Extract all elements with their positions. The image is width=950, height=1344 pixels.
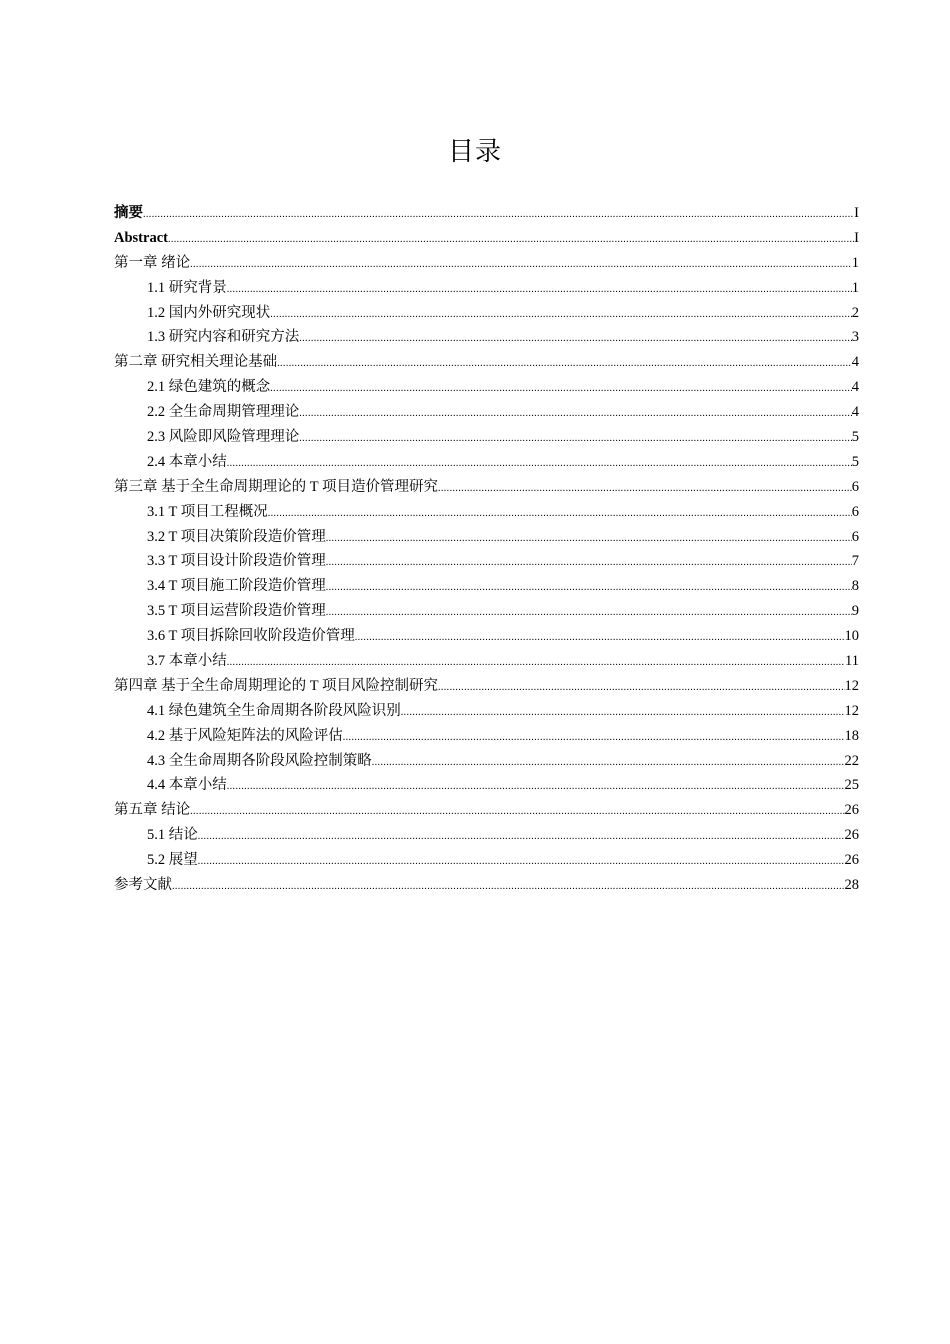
dot-leader xyxy=(372,751,845,774)
toc-entry[interactable] xyxy=(114,798,859,823)
toc-entry-page-number: 12 xyxy=(844,702,859,719)
dot-leader xyxy=(438,676,845,699)
toc-entry-label: 2.2 全生命周期管理理论 xyxy=(147,404,300,421)
toc-entry-label: 摘要 xyxy=(114,205,143,221)
dot-leader xyxy=(172,875,845,898)
toc-entry[interactable] xyxy=(114,773,859,798)
toc-entry-page-number: 10 xyxy=(844,628,859,645)
toc-entry-page-number: 12 xyxy=(844,677,859,694)
dot-leader xyxy=(438,477,852,500)
toc-entry-label: 3.5 T 项目运营阶段造价管理 xyxy=(147,603,326,620)
dot-leader xyxy=(227,452,852,475)
toc-entry[interactable] xyxy=(114,823,859,848)
toc-entry-label: Abstract xyxy=(114,229,168,246)
dot-leader xyxy=(227,278,852,301)
toc-entry[interactable] xyxy=(114,325,859,350)
toc-entry[interactable] xyxy=(114,599,859,624)
toc-entry[interactable] xyxy=(114,724,859,749)
toc-entry-page-number: I xyxy=(854,229,859,246)
toc-entry[interactable] xyxy=(114,624,859,649)
dot-leader xyxy=(143,203,854,226)
toc-entry-page-number: 6 xyxy=(851,503,859,520)
toc-entry[interactable] xyxy=(114,400,859,425)
dot-leader xyxy=(401,701,845,724)
toc-entry-label: 3.6 T 项目拆除回收阶段造价管理 xyxy=(147,628,355,645)
toc-entry-page-number: 2 xyxy=(851,304,859,321)
dot-leader xyxy=(227,651,845,674)
toc-entry-label: 2.4 本章小结 xyxy=(147,453,227,470)
dot-leader xyxy=(268,502,852,525)
page-title: 目录 xyxy=(447,137,502,167)
dot-leader xyxy=(198,850,845,873)
toc-entry-label: 3.1 T 项目工程概况 xyxy=(147,503,268,520)
toc-entry[interactable] xyxy=(114,848,859,873)
toc-entry[interactable] xyxy=(114,251,859,276)
toc-entry-page-number: 5 xyxy=(851,453,859,470)
dot-leader xyxy=(326,576,852,599)
toc-entry-page-number: 9 xyxy=(851,603,859,620)
toc-entry-page-number: 8 xyxy=(851,578,859,595)
toc-entry-page-number: 26 xyxy=(844,827,859,844)
toc-entry-page-number: 1 xyxy=(851,279,859,296)
toc-entry[interactable] xyxy=(114,699,859,724)
dot-leader xyxy=(190,800,844,823)
toc-entry-label: 4.1 绿色建筑全生命周期各阶段风险识别 xyxy=(147,702,401,719)
toc-entry-label: 第三章 基于全生命周期理论的 T 项目造价管理研究 xyxy=(114,478,438,495)
toc-entry-page-number: 5 xyxy=(851,429,859,446)
toc-entry-label: 5.1 结论 xyxy=(147,827,198,844)
toc-entry-label: 第四章 基于全生命周期理论的 T 项目风险控制研究 xyxy=(114,677,438,694)
toc-entry-page-number: 28 xyxy=(844,877,859,894)
toc-entry[interactable] xyxy=(114,475,859,500)
toc-entry[interactable] xyxy=(114,500,859,525)
toc-entry-page-number: 4 xyxy=(851,404,859,421)
toc-entry-page-number: 3 xyxy=(851,329,859,346)
toc-entry-label: 1.2 国内外研究现状 xyxy=(147,304,271,321)
toc-entry-label: 1.3 研究内容和研究方法 xyxy=(147,329,300,346)
toc-entry-page-number: 1 xyxy=(851,254,859,271)
toc-entry[interactable] xyxy=(114,525,859,550)
dot-leader xyxy=(270,303,852,326)
toc-entry-label: 3.2 T 项目决策阶段造价管理 xyxy=(147,528,326,545)
toc-entry[interactable] xyxy=(114,201,859,226)
dot-leader xyxy=(198,825,845,848)
dot-leader xyxy=(277,352,852,375)
toc-entry[interactable] xyxy=(114,549,859,574)
toc-entry-page-number: 6 xyxy=(851,478,859,495)
toc-entry-label: 1.1 研究背景 xyxy=(147,279,227,296)
dot-leader xyxy=(227,775,845,798)
toc-entry-label: 4.3 全生命周期各阶段风险控制策略 xyxy=(147,752,372,769)
toc-entry[interactable] xyxy=(114,226,859,251)
toc-entry-label: 参考文献 xyxy=(114,877,172,894)
toc-entry[interactable] xyxy=(114,450,859,475)
toc-entry-page-number: 26 xyxy=(844,802,859,819)
toc-entry-page-number: 4 xyxy=(851,379,859,396)
dot-leader xyxy=(299,427,852,450)
toc-entry[interactable] xyxy=(114,276,859,301)
toc-entry[interactable] xyxy=(114,350,859,375)
toc-entry-label: 3.4 T 项目施工阶段造价管理 xyxy=(147,578,326,595)
toc-entry-page-number: 6 xyxy=(851,528,859,545)
dot-leader xyxy=(343,726,845,749)
toc-entry-label: 4.4 本章小结 xyxy=(147,777,227,794)
toc-entry-label: 第一章 绪论 xyxy=(114,254,191,271)
toc-entry-label: 2.1 绿色建筑的概念 xyxy=(147,379,271,396)
dot-leader xyxy=(355,626,845,649)
toc-entry[interactable] xyxy=(114,749,859,774)
toc-entry-page-number: 7 xyxy=(851,553,859,570)
toc-entry-label: 3.7 本章小结 xyxy=(147,653,227,670)
toc-entry[interactable] xyxy=(114,301,859,326)
dot-leader xyxy=(190,253,852,276)
toc-entry-page-number: 25 xyxy=(844,777,859,794)
dot-leader xyxy=(299,327,852,350)
toc-entry[interactable] xyxy=(114,375,859,400)
dot-leader xyxy=(168,228,854,251)
toc-entry-label: 第二章 研究相关理论基础 xyxy=(114,354,278,371)
table-of-contents xyxy=(114,201,859,898)
toc-entry-page-number: 18 xyxy=(844,727,859,744)
toc-entry[interactable] xyxy=(114,873,859,898)
dot-leader xyxy=(326,527,852,550)
toc-entry[interactable] xyxy=(114,674,859,699)
toc-entry[interactable] xyxy=(114,574,859,599)
toc-entry-label: 5.2 展望 xyxy=(147,852,198,869)
toc-entry-label: 2.3 风险即风险管理理论 xyxy=(147,429,300,446)
toc-entry-label: 4.2 基于风险矩阵法的风险评估 xyxy=(147,727,343,744)
toc-entry-page-number: 22 xyxy=(844,752,859,769)
toc-entry-page-number: 26 xyxy=(844,852,859,869)
toc-entry-page-number: I xyxy=(854,205,859,221)
toc-entry-page-number: 4 xyxy=(851,354,859,371)
toc-entry[interactable] xyxy=(114,649,859,674)
dot-leader xyxy=(299,402,852,425)
toc-entry-page-number: 11 xyxy=(845,653,859,670)
toc-entry-label: 3.3 T 项目设计阶段造价管理 xyxy=(147,553,326,570)
dot-leader xyxy=(270,377,852,400)
dot-leader xyxy=(326,551,852,574)
dot-leader xyxy=(326,601,852,624)
toc-entry[interactable] xyxy=(114,425,859,450)
toc-entry-label: 第五章 结论 xyxy=(114,802,191,819)
